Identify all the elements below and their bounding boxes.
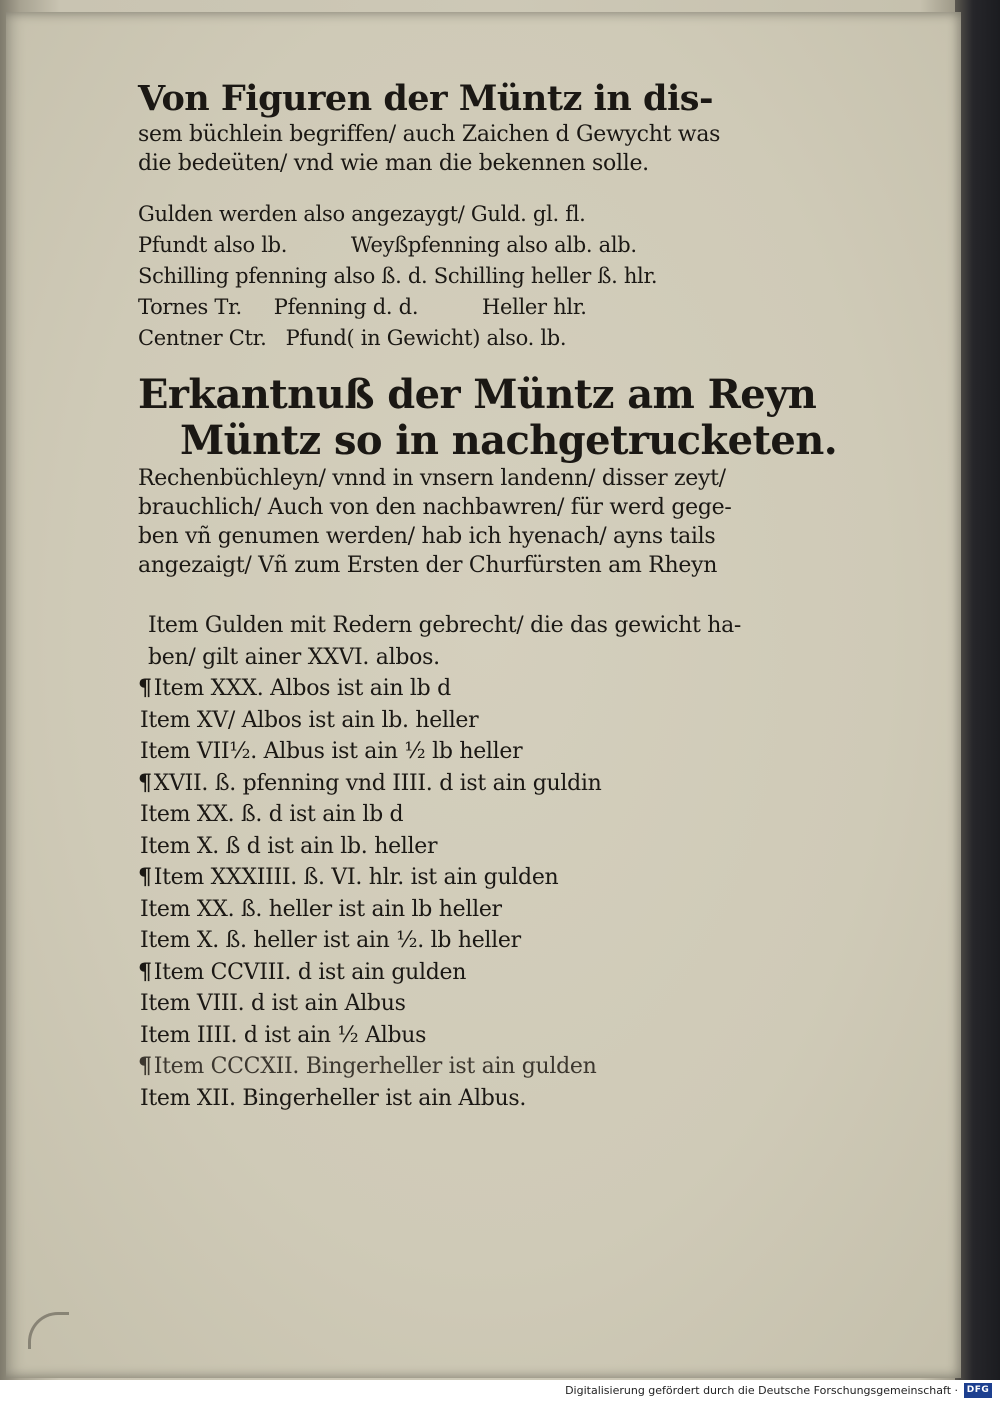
abbreviation-line-2: Pfundt also lb. Weyßpfenning also alb. alb. (138, 233, 637, 257)
heading-line-3: die bedeüten/ vnd wie man die bekennen solle. (138, 151, 649, 176)
list-item (138, 957, 778, 989)
abbreviation-line-1: Gulden werden also angezaygt/ Guld. gl. fl. (138, 202, 586, 226)
item-text: Item CCVIII. d ist ain gulden (153, 959, 467, 985)
item-text: Item CCCXII. Bingerheller ist ain gulden (153, 1054, 597, 1079)
item-text: XVII. ß. pfenning vnd IIII. d ist ain guldin (153, 770, 602, 796)
pilcrow-mark: ¶ (138, 769, 152, 796)
intro-line-1: Rechenbüchleyn/ vnnd in vnsern landenn/ disser zeyt/ (138, 466, 726, 491)
footer-credit: Digitalisierung gefördert durch die Deutsche Forschungsgemeinschaft · (565, 1384, 958, 1397)
list-item (138, 736, 778, 768)
footer-bar (0, 1380, 1000, 1402)
list-item (138, 799, 778, 831)
item-text: Item XII. Bingerheller ist ain Albus. (140, 1085, 527, 1111)
list-item (138, 831, 778, 863)
dfg-logo: DFG (964, 1383, 992, 1398)
item-text: Item VII½. Albus ist ain ½ lb heller (140, 739, 523, 764)
list-item (138, 988, 778, 1020)
item-text: Item XX. ß. heller ist ain lb heller (140, 896, 502, 922)
item-text: Item Gulden mit Redern gebrecht/ die das gewicht ha- (148, 613, 742, 638)
item-list (138, 610, 778, 1114)
item-text: Item X. ß. heller ist ain ½. lb heller (140, 928, 521, 953)
list-item (138, 768, 778, 800)
section-title-line-1: Erkantnuß der Müntz am Reyn (138, 371, 817, 418)
spacer (138, 178, 778, 199)
heading-line-1: Von Figuren der Müntz in dis- (138, 78, 713, 119)
item-text: Item XXXIIII. ß. VI. hlr. ist ain gulden (153, 865, 559, 890)
pilcrow-mark: ¶ (138, 958, 152, 985)
page-text (138, 78, 838, 1114)
abbreviation-line-4: Tornes Tr. Pfenning d. d. Heller hlr. (138, 295, 587, 319)
item-text: Item XXX. Albos ist ain lb d (153, 676, 451, 701)
list-item (138, 862, 778, 894)
item-text: Item XV/ Albos ist ain lb. heller (140, 707, 479, 733)
pilcrow-mark: ¶ (138, 1053, 152, 1079)
book-edge (955, 0, 1000, 1380)
pilcrow-mark: ¶ (138, 864, 152, 890)
list-item (138, 705, 778, 737)
section-title-line-2: Müntz so in nachgetrucketen. (180, 417, 838, 464)
list-item (138, 673, 778, 705)
item-text: ben/ gilt ainer XXVI. albos. (148, 644, 440, 670)
item-text: Item X. ß d ist ain lb. heller (140, 833, 438, 859)
list-item (138, 1020, 778, 1052)
list-item (138, 642, 778, 674)
intro-line-2: brauchlich/ Auch von den nachbawren/ für werd gege- (138, 495, 732, 520)
item-text: Item VIII. d ist ain Albus (140, 991, 406, 1016)
item-text: Item IIII. d ist ain ½ Albus (140, 1022, 427, 1048)
heading-line-2: sem büchlein begriffen/ auch Zaichen d Gewycht was (138, 122, 721, 147)
item-text: Item XX. ß. d ist ain lb d (140, 802, 404, 827)
spacer (138, 354, 778, 372)
intro-line-4: angezaigt/ Vñ zum Ersten der Churfürsten am Rheyn (138, 553, 718, 578)
pilcrow-mark: ¶ (138, 675, 152, 701)
intro-line-3: ben vñ genumen werden/ hab ich hyenach/ ayns tails (138, 524, 716, 549)
list-item (138, 610, 778, 642)
abbreviation-line-3: Schilling pfenning also ß. d. Schilling heller ß. hlr. (138, 264, 658, 288)
spacer (138, 580, 778, 610)
list-item (138, 1083, 778, 1115)
abbreviation-line-5: Centner Ctr. Pfund( in Gewicht) also. lb. (138, 326, 567, 350)
list-item (138, 925, 778, 957)
list-item (138, 894, 778, 926)
list-item (138, 1051, 778, 1083)
